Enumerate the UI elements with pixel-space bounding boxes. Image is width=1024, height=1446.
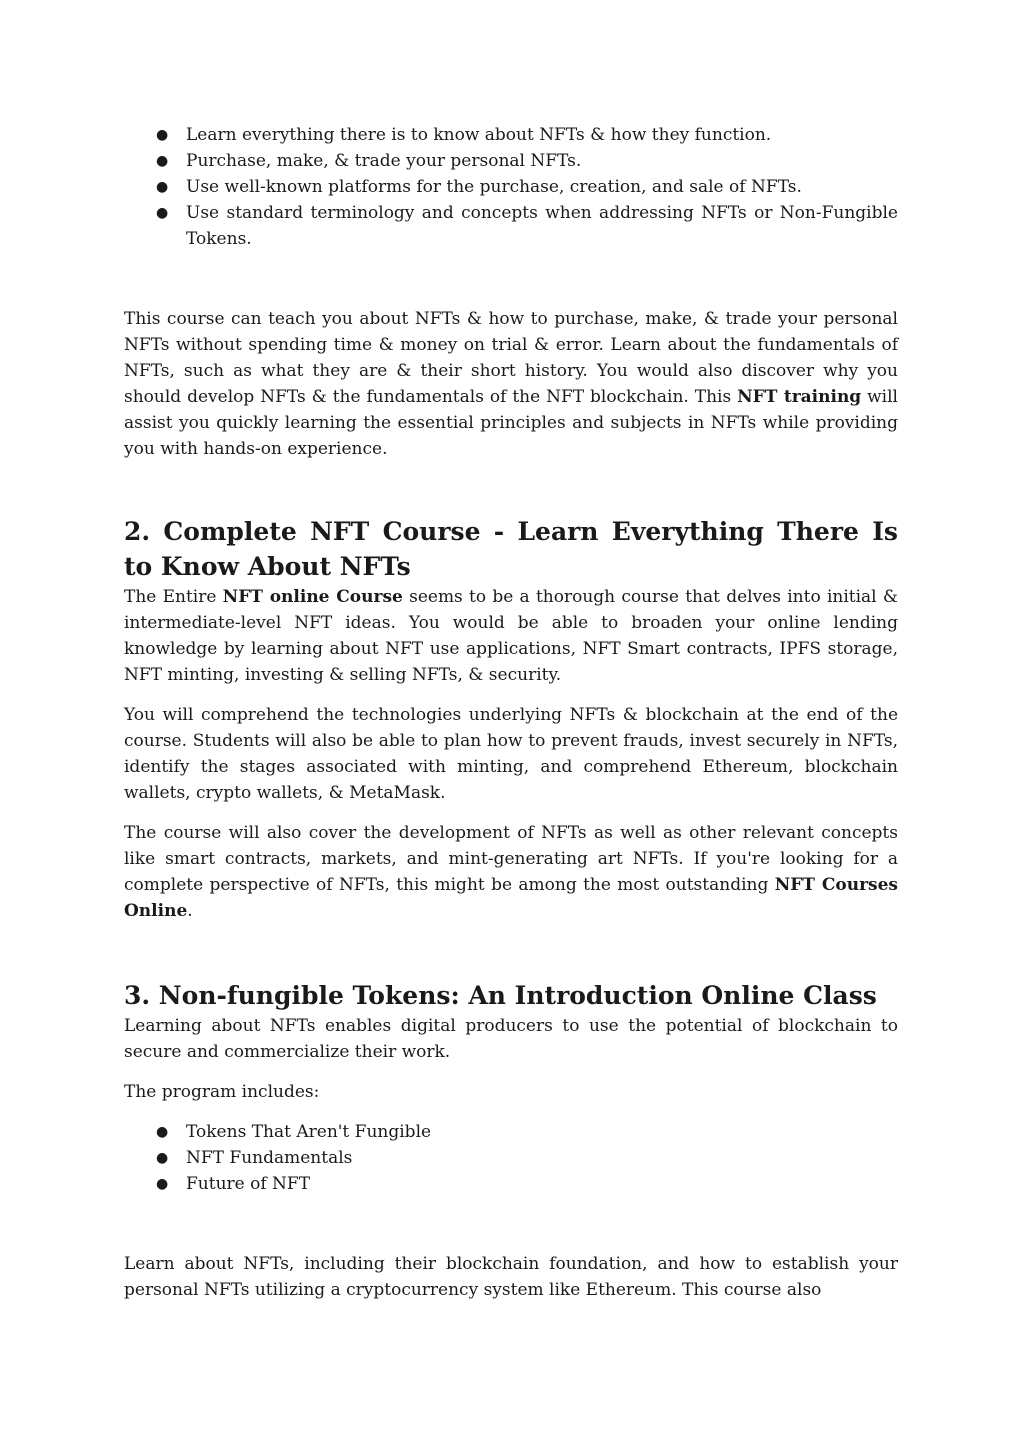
section-2-paragraph-2: You will comprehend the technologies underlying NFTs & blockchain at the end of the course. Students will also be able to plan how to prevent frauds, invest securely in NFTs, identify the stages associated with minting, and comprehend Ethereum, blockchain wallets, crypto wallets, & MetaMask. bbox=[124, 705, 898, 803]
intro-paragraph: This course can teach you about NFTs & how to purchase, make, & trade your personal NFTs without spending time & money on trial & error. Learn about the fundamentals of NFTs, such as what they are & their short history. You would also discover why you should develop NFTs & the fundamentals of the NFT blockchain. This NFT training will assist you quickly learning the essential principles and subjects in NFTs while providing you with hands-on experience. bbox=[124, 309, 898, 459]
bullet-icon: ● bbox=[156, 127, 169, 143]
list-item: ● Learn everything there is to know about NFTs & how they function. bbox=[124, 122, 898, 148]
section-2-heading: 2. Complete NFT Course - Learn Everything There Is to Know About NFTs bbox=[124, 517, 898, 581]
list-item: ● Future of NFT bbox=[124, 1171, 898, 1197]
section-2-paragraph-1: The Entire NFT online Course seems to be a thorough course that delves into initial & intermediate-level NFT ideas. You would be able to broaden your online lending knowledge by learning about NFT use applications, NFT Smart contracts, IPFS storage, NFT minting, investing & selling NFTs, & security. bbox=[124, 587, 898, 685]
intro-bullet-list bbox=[124, 122, 898, 252]
bullet-icon: ● bbox=[156, 1176, 169, 1192]
bullet-icon: ● bbox=[156, 1124, 169, 1140]
list-item: ● Purchase, make, & trade your personal NFTs. bbox=[124, 148, 898, 174]
section-3-paragraph-1: Learning about NFTs enables digital producers to use the potential of blockchain to secure and commercialize their work. bbox=[124, 1016, 898, 1062]
bullet-icon: ● bbox=[156, 1150, 169, 1166]
program-bullet-list bbox=[124, 1119, 898, 1197]
document-page bbox=[124, 122, 898, 1303]
bullet-icon: ● bbox=[156, 205, 169, 221]
section-2-paragraph-3: The course will also cover the development of NFTs as well as other relevant concepts like smart contracts, markets, and mint-generating art NFTs. If you're looking for a complete perspective of NFTs, this might be among the most outstanding NFT Courses Online. bbox=[124, 823, 898, 921]
list-item: ● NFT Fundamentals bbox=[124, 1145, 898, 1171]
list-item: ● Use standard terminology and concepts when addressing NFTs or Non-Fungible Tokens. bbox=[124, 200, 898, 252]
section-3-paragraph-2: The program includes: bbox=[124, 1082, 320, 1102]
section-3-paragraph-3: Learn about NFTs, including their blockchain foundation, and how to establish your personal NFTs utilizing a cryptocurrency system like Ethereum. This course also bbox=[124, 1254, 898, 1300]
nft-training-bold: NFT training bbox=[737, 387, 862, 407]
bullet-icon: ● bbox=[156, 179, 169, 195]
section-3-heading: 3. Non-fungible Tokens: An Introduction Online Class bbox=[124, 981, 877, 1010]
bullet-icon: ● bbox=[156, 153, 169, 169]
list-item: ● Tokens That Aren't Fungible bbox=[124, 1119, 898, 1145]
list-item: ● Use well-known platforms for the purchase, creation, and sale of NFTs. bbox=[124, 174, 898, 200]
